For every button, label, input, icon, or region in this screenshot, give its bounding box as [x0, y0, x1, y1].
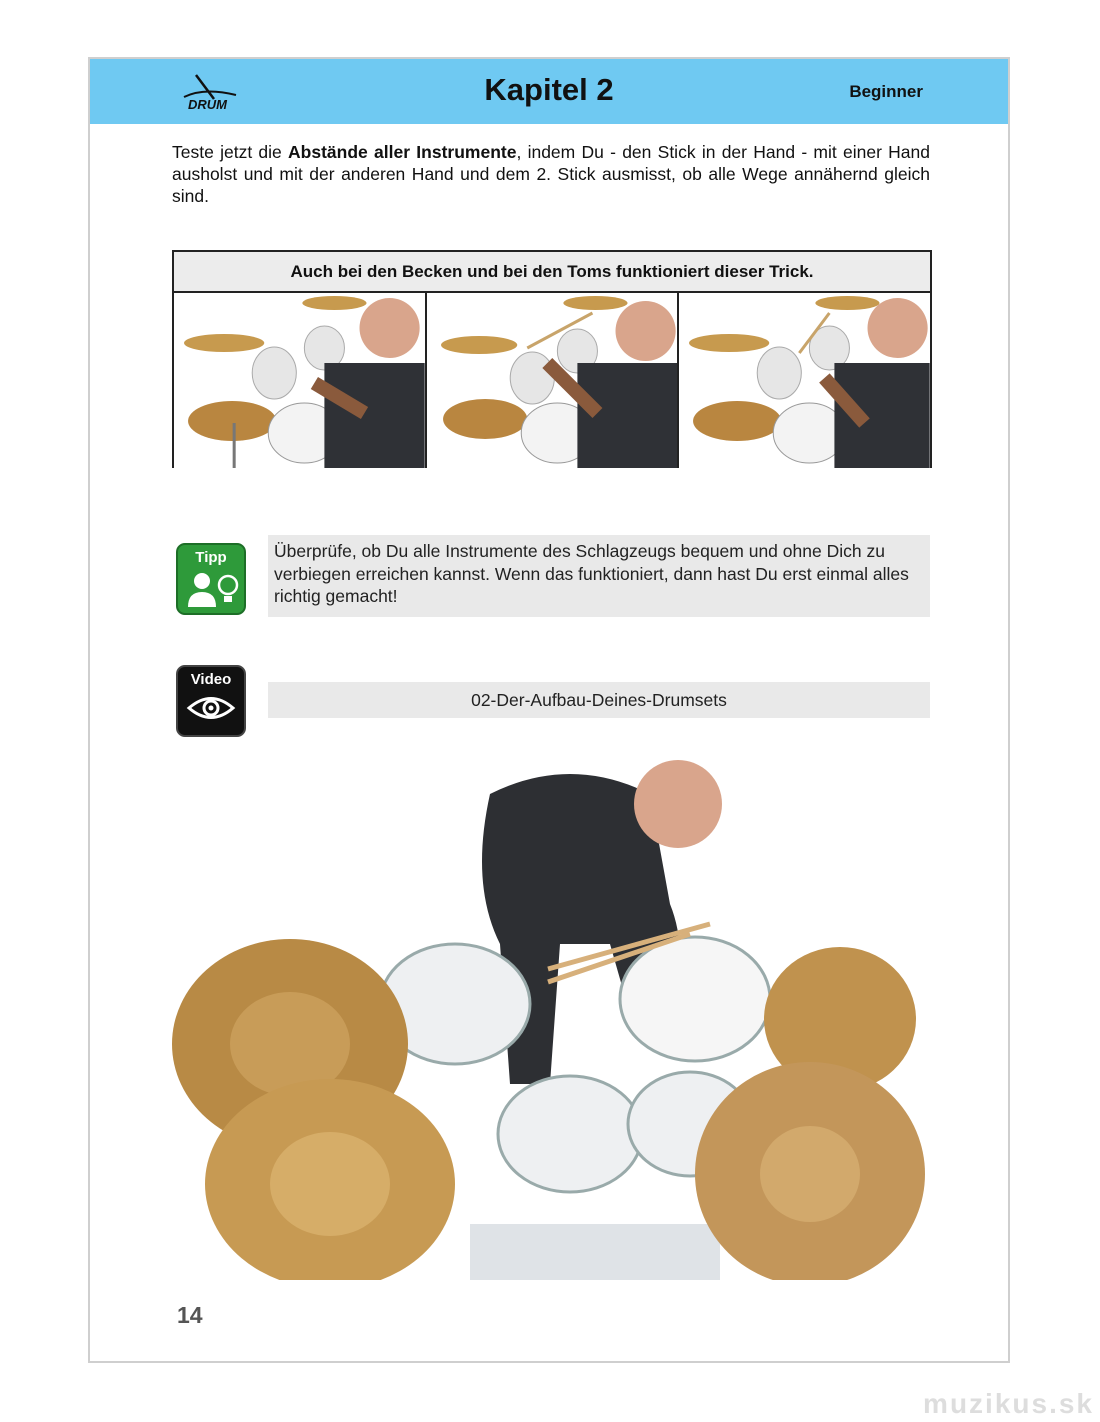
chapter-title: Kapitel 2 [484, 72, 614, 107]
page-number: 14 [177, 1302, 203, 1328]
tip-icon-label: Tipp [195, 549, 227, 566]
intro-text-1: Teste jetzt die [172, 142, 289, 162]
page [88, 57, 1010, 1363]
tip-icon [176, 543, 246, 615]
drummer-photo-1 [174, 293, 425, 468]
logo-text: DRUM [188, 97, 227, 112]
video-title[interactable]: 02-Der-Aufbau-Deines-Drumsets [268, 682, 930, 718]
photo-strip [174, 293, 930, 468]
drummer-kit-photo [170, 754, 930, 1280]
level-label: Beginner [849, 82, 923, 101]
intro-text-2: , indem Du - den Stick in der Hand - mit einer Hand ausholst und mit der anderen Hand und dem 2. Stick ausmisst, ob alle Wege annähernd gleich sind. [172, 142, 930, 206]
drummer-photo-2 [425, 293, 678, 468]
watermark: muzikus.sk [923, 1388, 1094, 1419]
intro-paragraph [172, 141, 930, 207]
trick-heading: Auch bei den Becken und bei den Toms funktioniert dieser Trick. [174, 252, 930, 293]
chapter-header [90, 59, 1008, 124]
trick-box [172, 250, 932, 468]
drummer-photo-3 [677, 293, 930, 468]
tip-text: Überprüfe, ob Du alle Instrumente des Schlagzeugs bequem und ohne Dich zu verbiegen erreichen kannst. Wenn das funktioniert, dann hast Du erst einmal alles richtig gemacht! [268, 535, 930, 617]
video-icon-label: Video [190, 671, 232, 688]
video-icon[interactable] [176, 665, 246, 737]
intro-bold: Abstände aller Instrumente [288, 142, 517, 162]
